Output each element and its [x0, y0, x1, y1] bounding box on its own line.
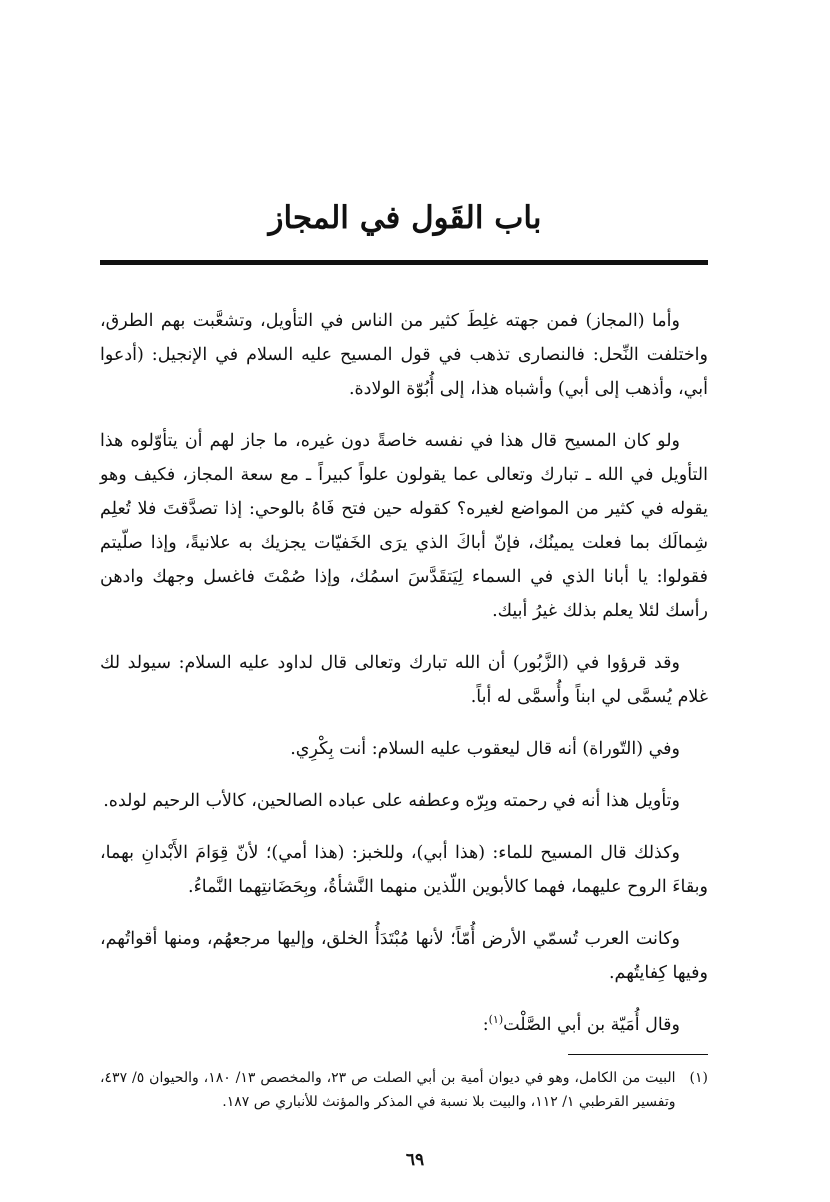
paragraph: وقد قرؤوا في (الزَّبُور) أن الله تبارك وتعالى قال لداود عليه السلام: سيولد لك غلام يُسمَّى لي ابناً وأُسمَّى له أباً. — [100, 653, 708, 707]
paragraph: وكانت العرب تُسمّي الأرض أُمّاً؛ لأنها مُبْتَدَأُ الخلق، وإليها مرجعهُم، ومنها أقواتُهم، وفيها كِفايتُهم. — [100, 929, 708, 983]
footnote-number: (١) — [689, 1070, 708, 1086]
footnote-reference[interactable]: (١) — [488, 1013, 504, 1027]
verse-intro-text: وقال أُمَيّة بن أبي الصَّلْت — [503, 1015, 680, 1035]
footnote-divider — [568, 1054, 708, 1055]
paragraph: وتأويل هذا أنه في رحمته وبِرّه وعطفه على عباده الصالحين، كالأب الرحيم لولده. — [103, 791, 680, 811]
footnote-text: البيت من الكامل، وهو في ديوان أمية بن أبي الصلت ص ٢٣، والمخصص ١٣/ ١٨٠، والحيوان ٥/ ٤٣٧، وتفسير القرطبي ١/ ١١٢، والبيت بلا نسبة في المذكر والمؤنث للأنباري ص ١٨٧. — [100, 1070, 676, 1110]
paragraph: وأما (المجاز) فمن جهته غلِطَ كثير من الناس في التأويل، وتشعَّبت بهم الطرق، واختلفت النِّحل: فالنصارى تذهب في قول المسيح عليه السلام في الإنجيل: (أدعوا أبي، وأذهب إلى أبي) وأشباه هذا، إلى أُبُوّة الولادة. — [100, 311, 708, 399]
paragraph: ولو كان المسيح قال هذا في نفسه خاصةً دون غيره، ما جاز لهم أن يتأوّلوه هذا التأويل في الله ـ تبارك وتعالى عما يقولون علواً كبيراً ـ مع سعة المجاز، فكيف وهو يقوله في كثير من المواضع لغيره؟ كقوله حين فتح فَاهُ بالوحي: إذا تصدَّقتَ فلا تُعلِم شِمالَك بما فعلت يمينُك، فإنّ أباكَ الذي يرَى الخَفيّات يجزيك به علانيةً، وإذا صلّيتم فقولوا: يا أبانا الذي في السماء لِيَتقَدَّسَ اسمُك، وإذا صُمْتَ فاغسل وجهك وادهن رأسك لئلا يعلم بذلك غيرُ أبيك. — [100, 431, 708, 621]
main-text — [100, 304, 708, 1042]
paragraph: وكذلك قال المسيح للماء: (هذا أبي)، وللخبز: (هذا أمي)؛ لأنّ قِوَامَ الأَبْدانِ بهما، وبقاءَ الروح عليهما، فهما كالأبوين اللّذين منهما النَّشأةُ، وبِحَضَانتِهما النَّماءُ. — [100, 843, 708, 897]
footnote — [100, 1066, 708, 1114]
verse-intro-colon: : — [482, 1015, 489, 1035]
paragraph: وفي (التّوراة) أنه قال ليعقوب عليه السلام: أنت بِكْرِي. — [290, 739, 680, 759]
page-number: ٦٩ — [405, 1150, 425, 1170]
verse-intro — [100, 1008, 708, 1042]
title-divider — [100, 260, 708, 265]
chapter-title: باب القَول في المجاز — [268, 200, 542, 236]
footnotes — [100, 1066, 708, 1114]
